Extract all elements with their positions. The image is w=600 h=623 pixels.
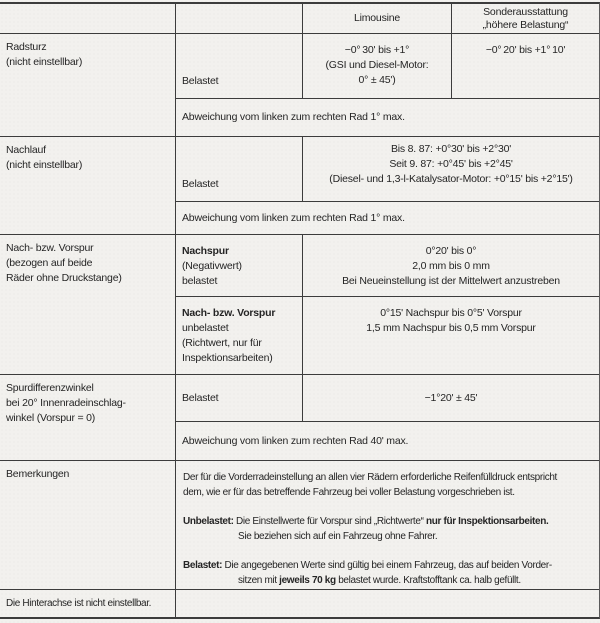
rear-axle-empty-cell [176,590,599,617]
vorspur-b-load-line2: unbelastet [182,322,229,334]
radsturz-deviation-text: Abweichung vom linken zum rechten Rad 1° max. [182,111,405,123]
nachlauf-load-cell [176,137,303,201]
rear-axle-note: Die Hinterachse ist nicht einstellbar. [6,598,152,609]
remarks-label: Bemerkungen [6,468,70,480]
spurdiff-deviation-row [176,422,599,460]
spurdiff-deviation-text: Abweichung vom linken zum rechten Rad 40' max. [182,434,409,447]
header-empty-col2 [176,4,303,33]
remarks-body [176,461,599,589]
vorspur-label-cell [0,235,176,374]
remarks-p2-line1 [183,514,593,529]
vorspur-b-value-line1: 0°15' Nachspur bis 0°5' Vorspur [380,307,522,319]
rear-axle-note-cell [0,590,176,617]
nachlauf-value-cell [303,137,599,201]
nachlauf-deviation-text: Abweichung vom linken zum rechten Rad 1° max. [182,211,405,224]
spurdiff-value: −1°20' ± 45' [424,391,478,404]
remarks-p1-line2: dem, wie er für das betreffende Fahrzeug bei voller Belastung vorgeschrieben ist. [183,487,515,498]
spurdiff-label-cell [0,375,176,460]
header-sonderausstattung [452,4,599,33]
nachlauf-value-line1: Bis 8. 87: +0°30' bis +2°30' [390,143,512,155]
vorspur-b-load-title: Nach- bzw. Vorspur [182,307,276,319]
spurdiff-load-label: Belastet [182,391,219,404]
nachlauf-load-label: Belastet [182,178,219,190]
remarks-p1-line1: Der für die Vorderradeinstellung an allen vier Rädern erforderliche Reifenfülldruck entspricht [183,472,557,483]
nachlauf-value-line3: (Diesel- und 1,3-l-Katalysator-Motor: +0°15' bis +2°15') [329,173,573,185]
radsturz-load-label: Belastet [182,75,219,87]
spurdifferenzwinkel-section [0,375,599,461]
spurdiff-label-line1: Spurdifferenzwinkel [6,382,94,394]
radsturz-limousine-value-line1: −0° 30' bis +1° [344,44,410,56]
vorspur-label-line2: (bezogen auf beide [6,257,93,269]
vorspur-b-load-cell [176,297,303,374]
remarks-p2-line2: Sie beziehen sich auf ein Fahrzeug ohne Fahrer. [238,531,438,542]
radsturz-deviation-row [176,99,599,136]
spurdiff-load-cell [176,375,303,421]
radsturz-label-cell [0,34,176,136]
vorspur-b-load-line4: Inspektionsarbeiten) [182,352,273,364]
vorspur-a-value-cell [303,235,599,296]
spurdiff-label-line2: bei 20° Innenradeinschlag- [6,397,126,409]
vorspur-a-value-line2: 2,0 mm bis 0 mm [412,260,490,272]
radsturz-sonder-value-cell [452,34,599,98]
remarks-p2-text1: Die Einstellwerte für Vorspur sind „Richtwerte“ [233,516,426,527]
remarks-p2-bold2: nur für Inspektionsarbeiten. [425,516,549,527]
header-limousine [303,4,452,33]
radsturz-sonder-value: −0° 20' bis +1° 10' [485,44,566,56]
vorspur-label-line1: Nach- bzw. Vorspur [6,242,94,254]
vorspur-a-value-line1: 0°20' bis 0° [425,245,477,257]
header-row [0,4,599,34]
vorspur-b-value-cell [303,297,599,374]
vorspur-b-value-line2: 1,5 mm Nachspur bis 0,5 mm Vorspur [366,322,536,334]
radsturz-load-cell [176,34,303,98]
nachlauf-value-line2: Seit 9. 87: +0°45' bis +2°45' [389,158,513,170]
front-axle-spec-table [0,2,600,619]
remarks-p3-bold1: Belastet: [183,560,223,571]
nachlauf-label: Nachlauf [6,144,46,156]
vorspur-a-load-line3: belastet [182,275,218,287]
radsturz-label-note: (nicht einstellbar) [6,56,83,68]
nachlauf-label-note: (nicht einstellbar) [6,159,83,171]
remarks-p3-l2bold: jeweils 70 kg [279,575,336,586]
header-empty-col1 [0,4,176,33]
vorspur-a-load-line2: (Negativwert) [182,260,242,272]
remarks-p2-bold1: Unbelastet: [183,516,234,527]
header-sonder-line2: „höhere Belastung“ [482,18,569,31]
remarks-section [0,461,599,590]
vorspur-b-load-line3: (Richtwert, nur für [182,337,262,349]
nachlauf-label-cell [0,137,176,234]
radsturz-limousine-value-line3: 0° ± 45') [358,74,396,86]
remarks-p3-text1: Die angegebenen Werte sind gültig bei einem Fahrzeug, das auf beiden Vorder- [222,560,552,571]
radsturz-limousine-value-line2: (GSI und Diesel-Motor: [325,59,429,71]
vorspur-a-load-cell [176,235,303,296]
vorspur-a-value-line3: Bei Neueinstellung ist der Mittelwert anzustreben [342,275,560,287]
vorspur-a-load-title: Nachspur [182,245,229,257]
header-sonder-line1: Sonderausstattung [483,5,568,18]
remarks-p3-l2a: sitzen mit [238,575,280,586]
nachlauf-section [0,137,599,235]
remarks-p3-l2b: belastet wurde. Kraftstofftank ca. halb gefüllt. [335,575,521,586]
remarks-p3-line1 [183,558,593,573]
spurdiff-value-cell [303,375,599,421]
radsturz-section [0,34,599,137]
vorspur-label-line3: Räder ohne Druckstange) [6,272,122,284]
rear-axle-row [0,590,599,617]
radsturz-label: Radsturz [6,41,47,53]
vorspur-section [0,235,599,375]
spurdiff-label-line3: winkel (Vorspur = 0) [6,412,96,424]
radsturz-limousine-value-cell [303,34,452,98]
remarks-p3-line2 [183,573,593,588]
remarks-label-cell [0,461,176,589]
nachlauf-deviation-row [176,202,599,234]
header-limousine-label: Limousine [353,12,401,24]
